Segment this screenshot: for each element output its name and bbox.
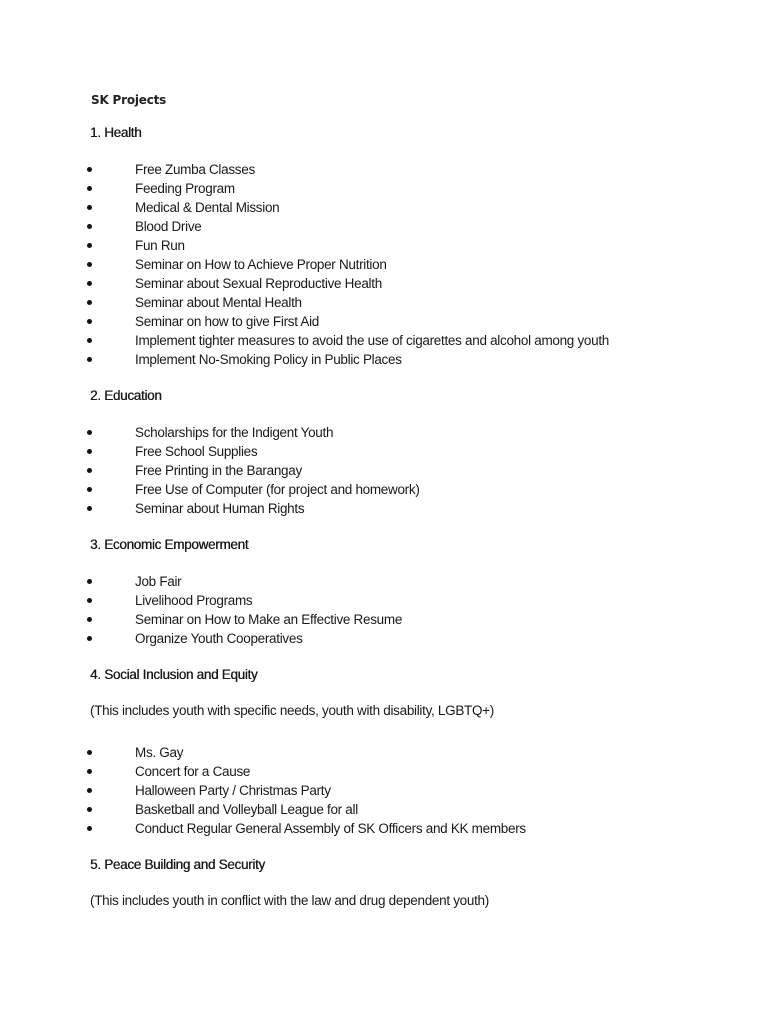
section-heading-peace-building: 5. Peace Building and Security [90, 857, 265, 872]
bullet-icon [87, 319, 92, 324]
list-item: Implement tighter measures to avoid the use of cigarettes and alcohol among youth [0, 331, 700, 350]
bullet-icon [87, 262, 92, 267]
bullet-icon [87, 167, 92, 172]
list-item: Free School Supplies [0, 442, 700, 461]
bullet-icon [87, 357, 92, 362]
document-title: SK Projects [91, 93, 167, 107]
bullet-icon [87, 449, 92, 454]
bullet-icon [87, 468, 92, 473]
section-heading-economic-empowerment: 3. Economic Empowerment [90, 537, 249, 552]
list-item: Feeding Program [0, 179, 700, 198]
list-item: Free Zumba Classes [0, 160, 700, 179]
bullet-icon [87, 579, 92, 584]
bullet-icon [87, 487, 92, 492]
section-heading-health: 1. Health [90, 125, 142, 140]
list-item: Seminar about Sexual Reproductive Health [0, 274, 700, 293]
bullet-icon [87, 636, 92, 641]
bullet-icon [87, 598, 92, 603]
list-item: Seminar on how to give First Aid [0, 312, 700, 331]
bullet-icon [87, 617, 92, 622]
section-heading-education: 2. Education [90, 388, 162, 403]
list-item: Fun Run [0, 236, 700, 255]
list-item: Seminar about Human Rights [0, 499, 700, 518]
bullet-icon [87, 769, 92, 774]
bullet-icon [87, 300, 92, 305]
list-item: Free Printing in the Barangay [0, 461, 700, 480]
list-item: Medical & Dental Mission [0, 198, 700, 217]
bullet-icon [87, 281, 92, 286]
list-item: Blood Drive [0, 217, 700, 236]
bullet-icon [87, 338, 92, 343]
list-item: Livelihood Programs [0, 591, 700, 610]
list-item: Free Use of Computer (for project and homework) [0, 480, 700, 499]
bullet-icon [87, 243, 92, 248]
bullet-icon [87, 807, 92, 812]
list-item: Basketball and Volleyball League for all [0, 800, 700, 819]
bullet-icon [87, 750, 92, 755]
list-item: Organize Youth Cooperatives [0, 629, 700, 648]
bullet-icon [87, 430, 92, 435]
bullet-icon [87, 506, 92, 511]
list-item: Conduct Regular General Assembly of SK Officers and KK members [0, 819, 700, 838]
list-item: Ms. Gay [0, 743, 700, 762]
bullet-icon [87, 186, 92, 191]
economic-empowerment-list [0, 572, 700, 648]
list-item: Seminar on How to Make an Effective Resume [0, 610, 700, 629]
bullet-icon [87, 826, 92, 831]
list-item: Job Fair [0, 572, 700, 591]
social-inclusion-list [0, 743, 700, 838]
section-heading-social-inclusion: 4. Social Inclusion and Equity [90, 667, 258, 682]
bullet-icon [87, 205, 92, 210]
list-item: Concert for a Cause [0, 762, 700, 781]
list-item: Scholarships for the Indigent Youth [0, 423, 700, 442]
bullet-icon [87, 224, 92, 229]
list-item: Implement No-Smoking Policy in Public Places [0, 350, 700, 369]
list-item: Halloween Party / Christmas Party [0, 781, 700, 800]
education-list [0, 423, 700, 518]
section-note-social-inclusion: (This includes youth with specific needs, youth with disability, LGBTQ+) [90, 703, 494, 718]
list-item: Seminar about Mental Health [0, 293, 700, 312]
section-note-peace-building: (This includes youth in conflict with the law and drug dependent youth) [90, 893, 489, 908]
health-list [0, 160, 700, 369]
bullet-icon [87, 788, 92, 793]
list-item: Seminar on How to Achieve Proper Nutrition [0, 255, 700, 274]
